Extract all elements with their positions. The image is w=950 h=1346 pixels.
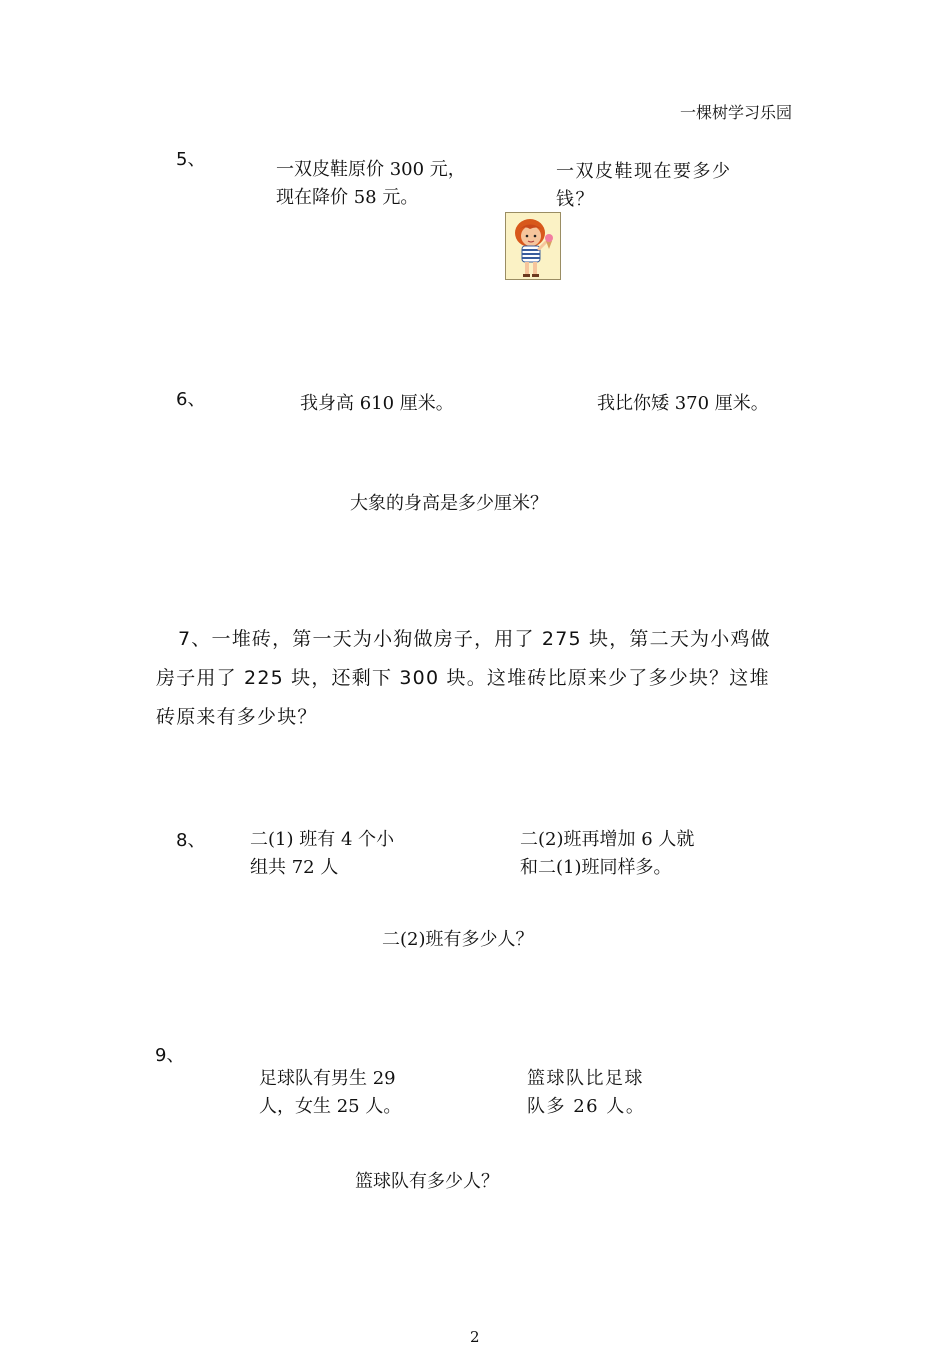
q8-question: 二(2)班有多少人？ [382, 929, 534, 950]
q8-number: 8、 [176, 830, 206, 851]
q9-question: 篮球队有多少人？ [355, 1171, 499, 1192]
q8-right-text [520, 826, 694, 882]
q8-left-line-2: 组共 72 人 [250, 857, 339, 878]
q5-right-text [556, 158, 732, 214]
q8-right-line-2: 和二(1)班同样多。 [520, 857, 672, 878]
q9-number: 9、 [155, 1045, 185, 1066]
q5-right-line-2: 钱？ [556, 189, 595, 210]
q7-line-1: 7、一堆砖，第一天为小狗做房子，用了 275 块，第二天为小鸡做 [178, 628, 771, 650]
page-number: 2 [470, 1328, 480, 1346]
q8-left-text [250, 826, 394, 882]
q6-number: 6、 [176, 389, 206, 410]
q9-right-text [527, 1065, 645, 1121]
q6-left-text: 我身高 610 厘米。 [300, 393, 454, 414]
q9-left-line-1: 足球队有男生 29 [259, 1068, 396, 1089]
q8-left-line-1: 二(1) 班有 4 个小 [250, 829, 395, 850]
q5-left-text [276, 156, 466, 212]
q9-left-text [259, 1065, 401, 1121]
q7-line-2: 房子用了 225 块，还剩下 300 块。这堆砖比原来少了多少块？这堆 [156, 667, 770, 689]
q5-number: 5、 [176, 149, 206, 170]
q7-line-3: 砖原来有多少块？ [156, 706, 318, 728]
q5-left-line-1: 一双皮鞋原价 300 元， [276, 159, 466, 180]
q5-right-line-1: 一双皮鞋现在要多少 [556, 161, 732, 182]
q9-left-line-2: 人，女生 25 人。 [259, 1096, 402, 1117]
q9-right-line-2: 队多 26 人。 [527, 1096, 646, 1117]
q6-right-text: 我比你矮 370 厘米。 [597, 393, 769, 414]
q6-question: 大象的身高是多少厘米？ [350, 493, 548, 514]
girl-icon [506, 213, 560, 279]
q5-left-line-2: 现在降价 58 元。 [276, 187, 419, 208]
page-header: 一棵树学习乐园 [680, 103, 793, 122]
q8-right-line-1: 二(2)班再增加 6 人就 [520, 829, 695, 850]
q9-right-line-1: 篮球队比足球 [527, 1068, 644, 1089]
q7-paragraph [156, 620, 806, 737]
girl-illustration [505, 212, 561, 280]
